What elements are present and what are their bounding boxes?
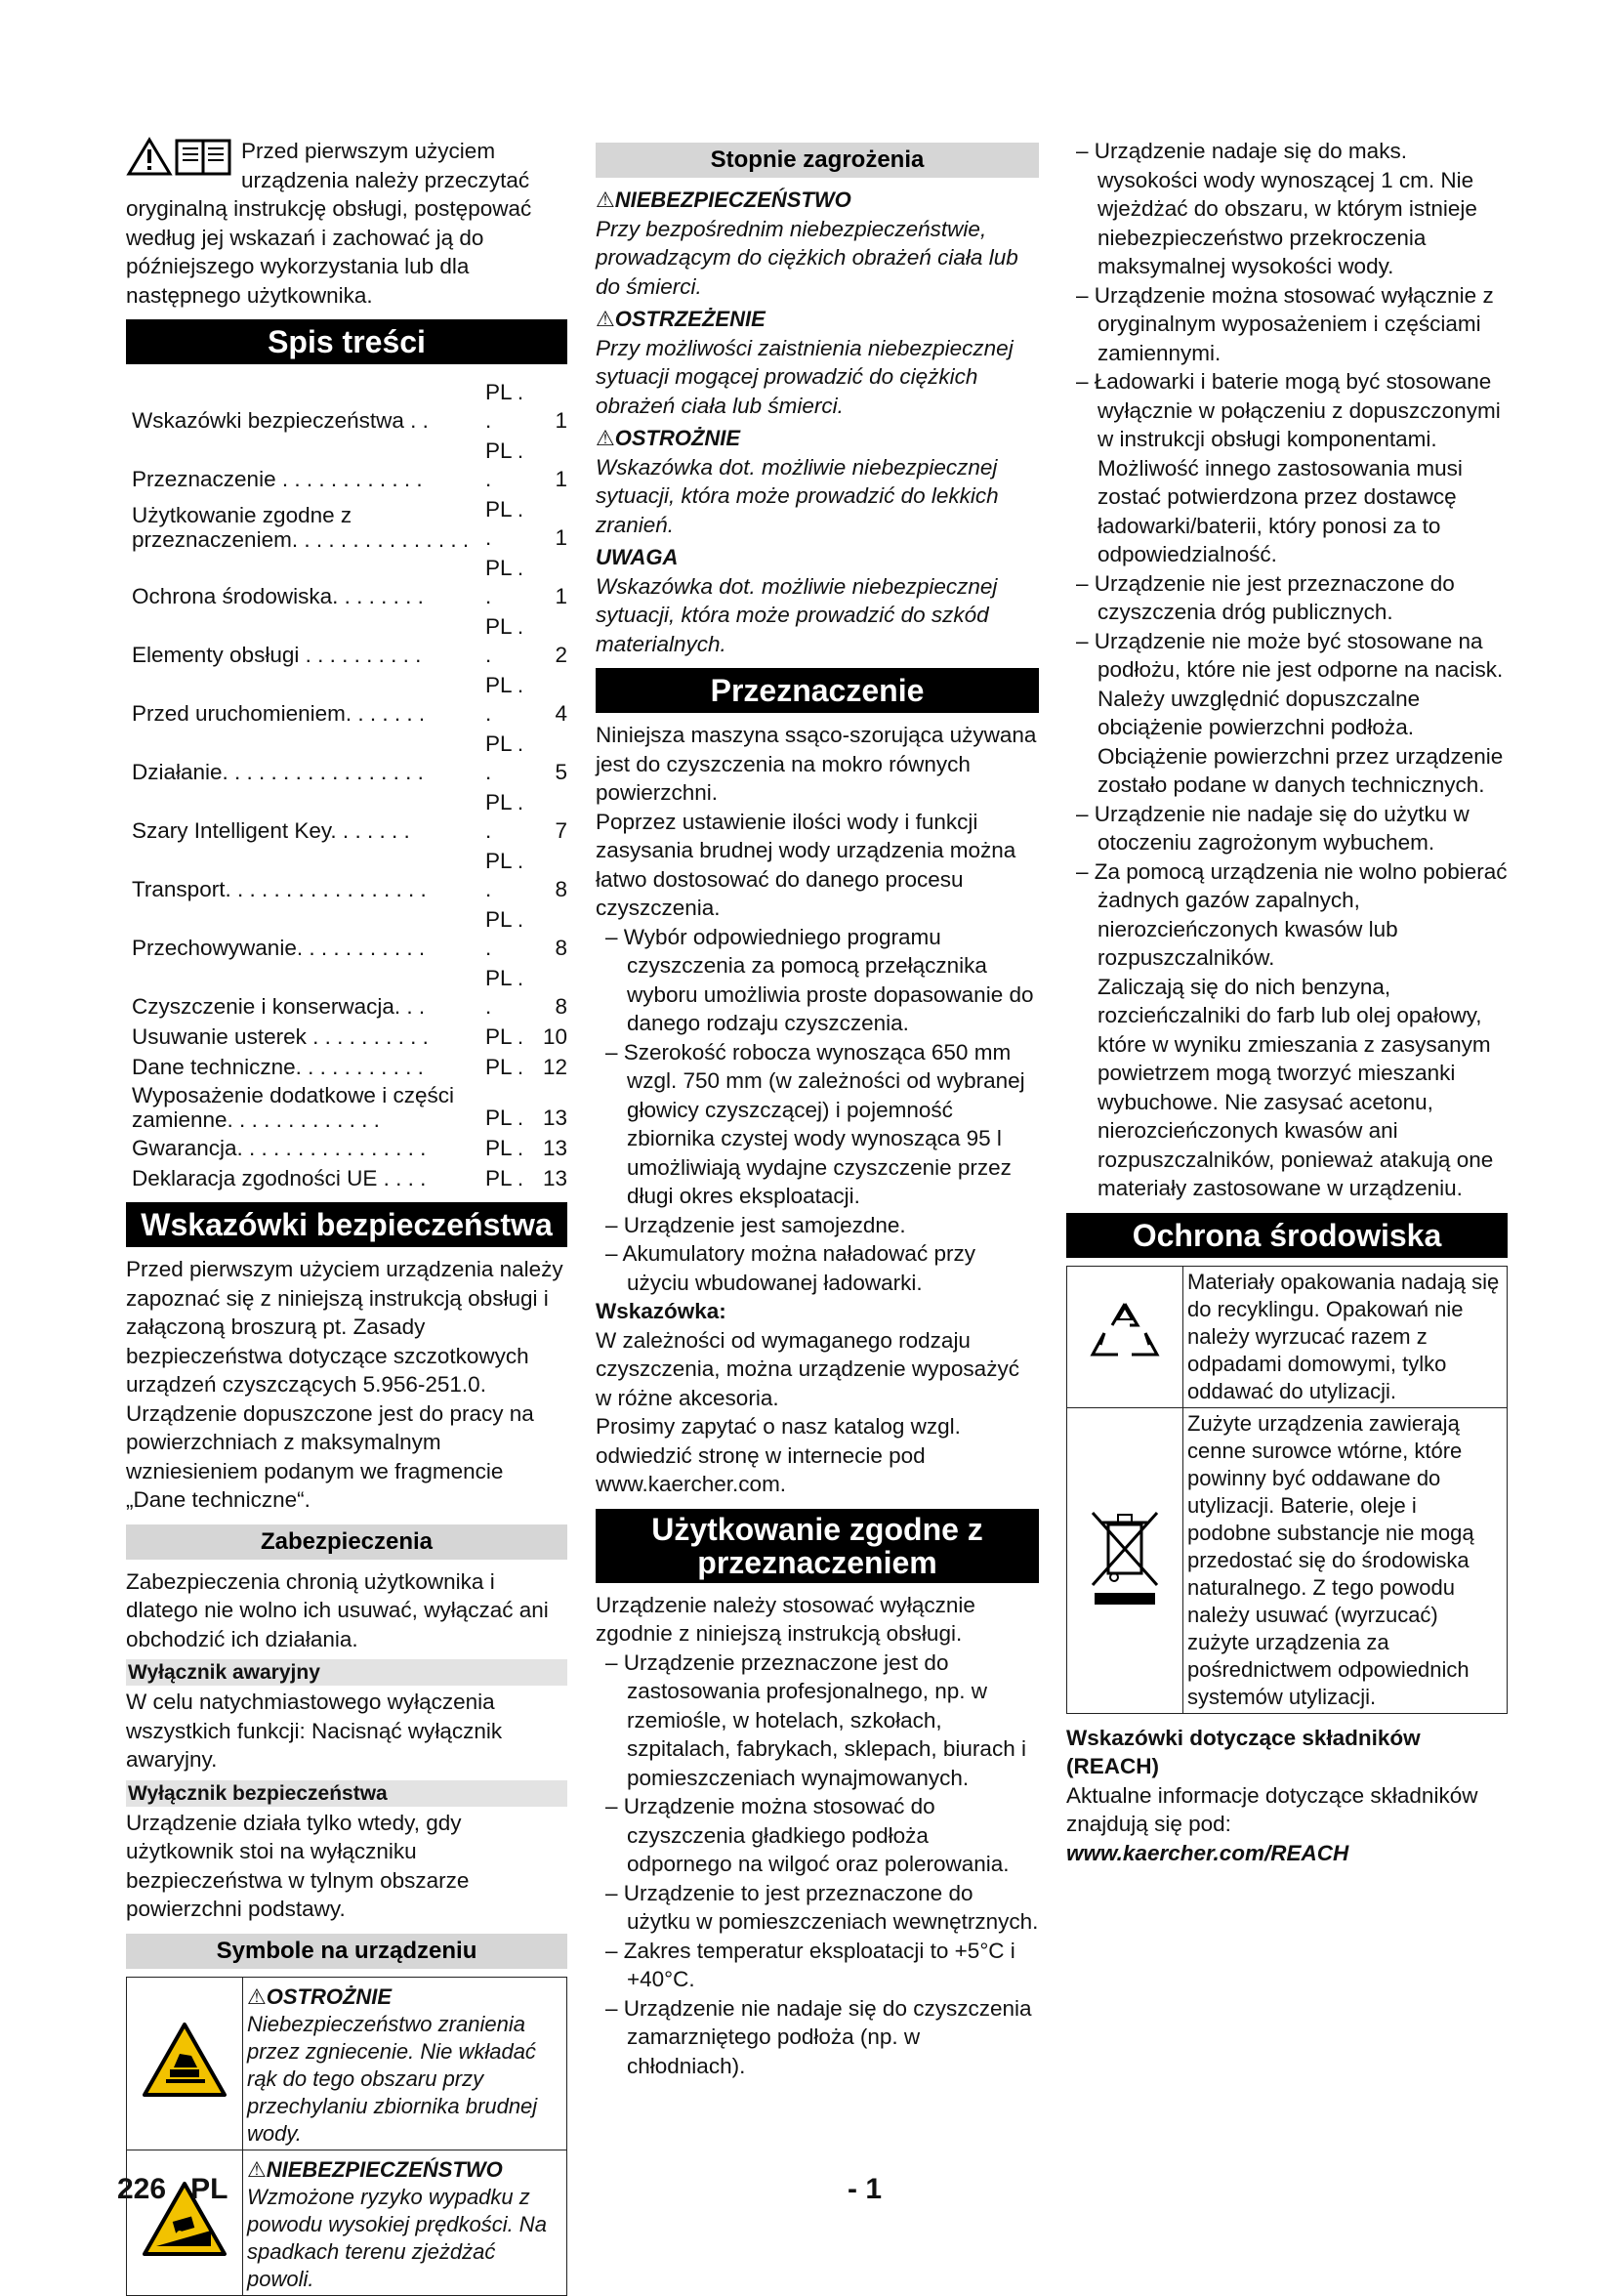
toc-entry[interactable]: Elementy obsługi . . . . . . . . . . PL . . 2 bbox=[132, 614, 567, 667]
toc-entry[interactable]: Gwarancja. . . . . . . . . . . . . . . . PL . 13 bbox=[132, 1136, 567, 1160]
list-item: – Urządzenie nie nadaje się do czyszczenia zamarzniętego podłoża (np. w chłodniach). bbox=[605, 1995, 1032, 2078]
table-row bbox=[1067, 1407, 1508, 1713]
symbol-text: Niebezpieczeństwo zranienia przez zgniecenie. Nie wkładać rąk do tego obszaru przy przechylaniu zbiornika brudnej wody. bbox=[247, 2011, 538, 2146]
footer-center: - 1 bbox=[848, 2173, 883, 2205]
warning-triangle-icon: ⚠ bbox=[596, 426, 615, 450]
symbols-table bbox=[126, 1977, 567, 2296]
column-left bbox=[126, 137, 567, 2296]
list-item: – Za pomocą urządzenia nie wolno pobierać żadnych gazów zapalnych, nierozcieńczonych kwasów lub rozpuszczalników. bbox=[1076, 858, 1508, 970]
warning-triangle-icon: ⚠ bbox=[596, 307, 615, 331]
list-item: – Urządzenie nadaje się do maks. wysokości wody wynoszącej 1 cm. Nie wjeżdżać do obszaru, w którym istnieje niebezpieczeństwo przekroczenia maksymalnej wysokości wody. bbox=[1076, 139, 1477, 278]
warning-triangle-icon: ⚠ bbox=[247, 1983, 267, 2009]
crush-hazard-icon bbox=[141, 2021, 228, 2099]
hazard-text: Przy bezpośrednim niebezpieczeństwie, prowadzącym do ciężkich obrażeń ciała lub do śmierci. bbox=[596, 216, 1018, 299]
environment-table bbox=[1066, 1266, 1508, 1714]
toc-entry[interactable]: Wyposażenie dodatkowe i części zamienne. . . . . . . . . . . . . PL . 13 bbox=[132, 1083, 567, 1132]
reach-heading: Wskazówki dotyczące składników (REACH) bbox=[1066, 1725, 1421, 1778]
table-of-contents bbox=[126, 378, 567, 1192]
hazard-label: ⚠NIEBEZPIECZEŃSTWO bbox=[596, 188, 851, 212]
environment-heading: Ochrona środowiska bbox=[1066, 1213, 1508, 1258]
list-item: – Ładowarki i baterie mogą być stosowane wyłącznie w połączeniu z dopuszczonymi w instrukcji obsługi komponentami. Możliwość innego zastosowania musi zostać potwierdzona przez dostawcę ładowarki/baterii, który ponosi za to odpowiedzialność. bbox=[1076, 369, 1501, 566]
toc-entry[interactable]: Działanie. . . . . . . . . . . . . . . . . PL . . 5 bbox=[132, 731, 567, 784]
hazard-label: UWAGA bbox=[596, 545, 679, 569]
table-row bbox=[1067, 1266, 1508, 1407]
purpose-paragraph: Niniejsza maszyna ssąco-szorująca używana jest do czyszczenia na mokro równych powierzchni. bbox=[596, 723, 1037, 805]
environment-text: Zużyte urządzenia zawierają cenne surowce wtórne, które powinny być oddawane do utylizacji. Baterie, oleje i podobne substancje nie mogą przedostać się do środowiska naturalnego. Z tego powodu należy usuwać (wyrzucać) zużyte urządzenia za pośrednictwem odpowiednich systemów utylizacji. bbox=[1183, 1407, 1508, 1713]
hazard-label: ⚠OSTRZEŻENIE bbox=[596, 307, 766, 331]
symbol-text: Wzmożone ryzyko wypadku z powodu wysokiej prędkości. Na spadkach terenu zjeżdżać powoli. bbox=[247, 2184, 547, 2291]
purpose-heading: Przeznaczenie bbox=[596, 668, 1039, 713]
list-item: – Wybór odpowiedniego programu czyszczenia za pomocą przełącznika wyboru umożliwia proste dopasowanie do danego rodzaju czyszczenia. bbox=[605, 924, 1034, 1035]
emergency-switch-heading: Wyłącznik awaryjny bbox=[126, 1659, 567, 1686]
table-row bbox=[127, 2150, 567, 2295]
safeguards-text: Zabezpieczenia chronią użytkownika i dlatego nie wolno ich usuwać, wyłączać ani obchodzić ich działania. bbox=[126, 1568, 549, 1651]
safety-paragraph: Urządzenie dopuszczone jest do pracy na powierzchniach z maksymalnym wzniesieniem podanym we fragmencie „Dane techniczne“. bbox=[126, 1400, 534, 1512]
warning-triangle-icon: ⚠ bbox=[247, 2156, 267, 2182]
symbol-label: ⚠OSTROŻNIE bbox=[247, 1983, 393, 2009]
intro-icons bbox=[126, 137, 233, 178]
recycle-cell bbox=[1067, 1266, 1183, 1407]
safeguards-heading: Zabezpieczenia bbox=[126, 1524, 567, 1560]
hazard-text: Wskazówka dot. możliwie niebezpiecznej sytuacji, która może prowadzić do szkód materialnych. bbox=[596, 573, 998, 656]
table-row bbox=[127, 1977, 567, 2150]
list-item: – Urządzenie można stosować do czyszczenia gładkiego podłoża odpornego na wilgoć oraz polerowania. bbox=[605, 1794, 1010, 1876]
column-right bbox=[1066, 137, 1508, 1867]
symbol-cell bbox=[127, 1977, 243, 2150]
weee-cell bbox=[1067, 1407, 1183, 1713]
toc-entry[interactable]: Przed uruchomieniem. . . . . . . PL . . 4 bbox=[132, 673, 567, 726]
list-item: – Szerokość robocza wynosząca 650 mm wzgl. 750 mm (w zależności od wybranej głowicy czyszczącej) i pojemność zbiornika czystej wody wynosząca 95 l umożliwiają wydajne czyszczenie przez długi okres eksploatacji. bbox=[605, 1039, 1025, 1208]
toc-entry[interactable]: Usuwanie usterek . . . . . . . . . . PL . 10 bbox=[132, 1024, 567, 1049]
list-item: – Urządzenie można stosować wyłącznie z oryginalnym wyposażeniem i częściami zamiennymi. bbox=[1076, 282, 1494, 365]
emergency-switch-text: W celu natychmiastowego wyłączenia wszystkich funkcji: Nacisnąć wyłącznik awaryjny. bbox=[126, 1690, 503, 1772]
toc-entry[interactable]: Przechowywanie. . . . . . . . . . . PL . . 8 bbox=[132, 907, 567, 960]
purpose-paragraph: Poprzez ustawienie ilości wody i funkcji zasysania brudnej wody urządzenia można łatwo dostosować do danego procesu czyszczenia. bbox=[596, 809, 1016, 920]
reach-link[interactable]: www.kaercher.com/REACH bbox=[1066, 1840, 1349, 1865]
toc-entry[interactable]: Transport. . . . . . . . . . . . . . . . . PL . . 8 bbox=[132, 849, 567, 901]
toc-entry[interactable]: Wskazówki bezpieczeństwa . . PL . . 1 bbox=[132, 380, 567, 433]
toc-entry[interactable]: Dane techniczne. . . . . . . . . . . PL . 12 bbox=[132, 1055, 567, 1079]
symbol-description bbox=[243, 2150, 567, 2295]
list-item: – Zakres temperatur eksploatacji to +5°C i +40°C. bbox=[605, 1938, 1015, 1991]
symbol-label: ⚠NIEBEZPIECZEŃSTWO bbox=[247, 2156, 503, 2182]
hazard-text: Przy możliwości zaistnienia niebezpiecznej sytuacji mogącej prowadzić do ciężkich obrażeń ciała lub śmierci. bbox=[596, 335, 1014, 418]
column-middle bbox=[596, 137, 1039, 2080]
safety-switch-text: Urządzenie działa tylko wtedy, gdy użytkownik stoi na wyłączniku bezpieczeństwa w tylnym obszarze powierzchni podstawy. bbox=[126, 1810, 470, 1921]
crossed-bin-icon bbox=[1081, 1503, 1169, 1610]
toc-entry[interactable]: Przeznaczenie . . . . . . . . . . . . PL . . 1 bbox=[132, 438, 567, 491]
safety-heading: Wskazówki bezpieczeństwa bbox=[126, 1202, 567, 1247]
toc-entry[interactable]: Ochrona środowiska. . . . . . . . PL . . 1 bbox=[132, 556, 567, 608]
toc-heading: Spis treści bbox=[126, 319, 567, 364]
list-item: – Urządzenie nie nadaje się do użytku w otoczeniu zagrożonym wybuchem. bbox=[1076, 801, 1470, 855]
recycle-icon bbox=[1081, 1294, 1169, 1372]
symbol-cell bbox=[127, 2150, 243, 2295]
list-item: – Urządzenie nie jest przeznaczone do czyszczenia dróg publicznych. bbox=[1076, 570, 1455, 624]
hazard-heading: Stopnie zagrożenia bbox=[596, 143, 1039, 178]
intended-use-intro: Urządzenie należy stosować wyłącznie zgodnie z niniejszą instrukcją obsługi. bbox=[596, 1592, 975, 1646]
list-item-extra: Zaliczają się do nich benzyna, rozcieńczalniki do farb lub olej opałowy, które w wyniku zmieszania z zasysanym powietrzem mogą tworzyć mieszanki wybuchowe. Nie zasysać acetonu, nierozcieńczonych kwasów ani rozpuszczalników, ponieważ atakują one materiały zastosowane w urządzeniu. bbox=[1097, 974, 1494, 1200]
intended-use-heading: Użytkowanie zgodne z przeznaczeniem bbox=[596, 1509, 1039, 1583]
warning-triangle-icon bbox=[126, 137, 233, 178]
list-item: – Akumulatory można naładować przy użyciu wbudowanej ładowarki. bbox=[605, 1241, 975, 1295]
intro-block bbox=[126, 137, 567, 310]
toc-entry[interactable]: Czyszczenie i konserwacja. . . PL . . 8 bbox=[132, 966, 567, 1019]
toc-entry[interactable]: Deklaracja zgodności UE . . . . PL . 13 bbox=[132, 1166, 567, 1190]
manual-book-icon bbox=[177, 141, 229, 174]
environment-text: Materiały opakowania nadają się do recyklingu. Opakowań nie należy wyrzucać razem z odpadami domowymi, tylko oddawać do utylizacji. bbox=[1183, 1266, 1508, 1407]
list-item: – Urządzenie nie może być stosowane na podłożu, które nie jest odporne na nacisk. Należy uwzględnić dopuszczalne obciążenie powierzchni podłoża. Obciążenie powierzchni przez urządzenie zostało podane w danych technicznych. bbox=[1076, 628, 1504, 797]
toc-entry[interactable]: Użytkowanie zgodne z przeznaczeniem. . . . . . . . . . . . . . . PL . . 1 bbox=[132, 497, 567, 552]
page-number: 226 PL bbox=[117, 2173, 228, 2205]
hazard-label: ⚠OSTROŻNIE bbox=[596, 426, 741, 450]
safety-paragraph: Przed pierwszym użyciem urządzenia należy zapoznać się z niniejszą instrukcją obsługi i załączoną broszurą pt. Zasady bezpieczeństwa dotyczące szczotkowych urządzeń czyszczących 5.956-251.0. bbox=[126, 1257, 563, 1397]
symbols-heading: Symbole na urządzeniu bbox=[126, 1934, 567, 1969]
safety-switch-heading: Wyłącznik bezpieczeństwa bbox=[126, 1780, 567, 1807]
note-heading: Wskazówka: bbox=[596, 1299, 726, 1323]
reach-text: Aktualne informacje dotyczące składników znajdują się pod: bbox=[1066, 1782, 1478, 1836]
symbol-description bbox=[243, 1977, 567, 2150]
note-paragraph: W zależności od wymaganego rodzaju czyszczenia, można urządzenie wyposażyć w różne akcesoria. bbox=[596, 1327, 1019, 1410]
list-item: – Urządzenie przeznaczone jest do zastosowania profesjonalnego, np. w rzemiośle, w hotelach, szkołach, szpitalach, fabrykach, sklepach, biurach i pomieszczeniach wynajmowanych. bbox=[605, 1649, 1026, 1790]
list-item: – Urządzenie jest samojezdne. bbox=[605, 1212, 906, 1237]
toc-entry[interactable]: Szary Intelligent Key. . . . . . . PL . . 7 bbox=[132, 790, 567, 843]
note-paragraph: Prosimy zapytać o nasz katalog wzgl. odwiedzić stronę w internecie pod www.kaercher.com. bbox=[596, 1414, 961, 1496]
list-item: – Urządzenie to jest przeznaczone do użytku w pomieszczeniach wewnętrznych. bbox=[605, 1880, 1039, 1934]
warning-triangle-icon: ⚠ bbox=[596, 188, 615, 212]
intro-text: Przed pierwszym użyciem urządzenia należy przeczytać oryginalną instrukcję obsługi, postępować według jej wskazań i zachować ją do późniejszego wykorzystania lub dla następnego użytkownika. bbox=[126, 139, 532, 308]
hazard-text: Wskazówka dot. możliwie niebezpiecznej sytuacji, która może prowadzić do lekkich zranień. bbox=[596, 454, 999, 537]
